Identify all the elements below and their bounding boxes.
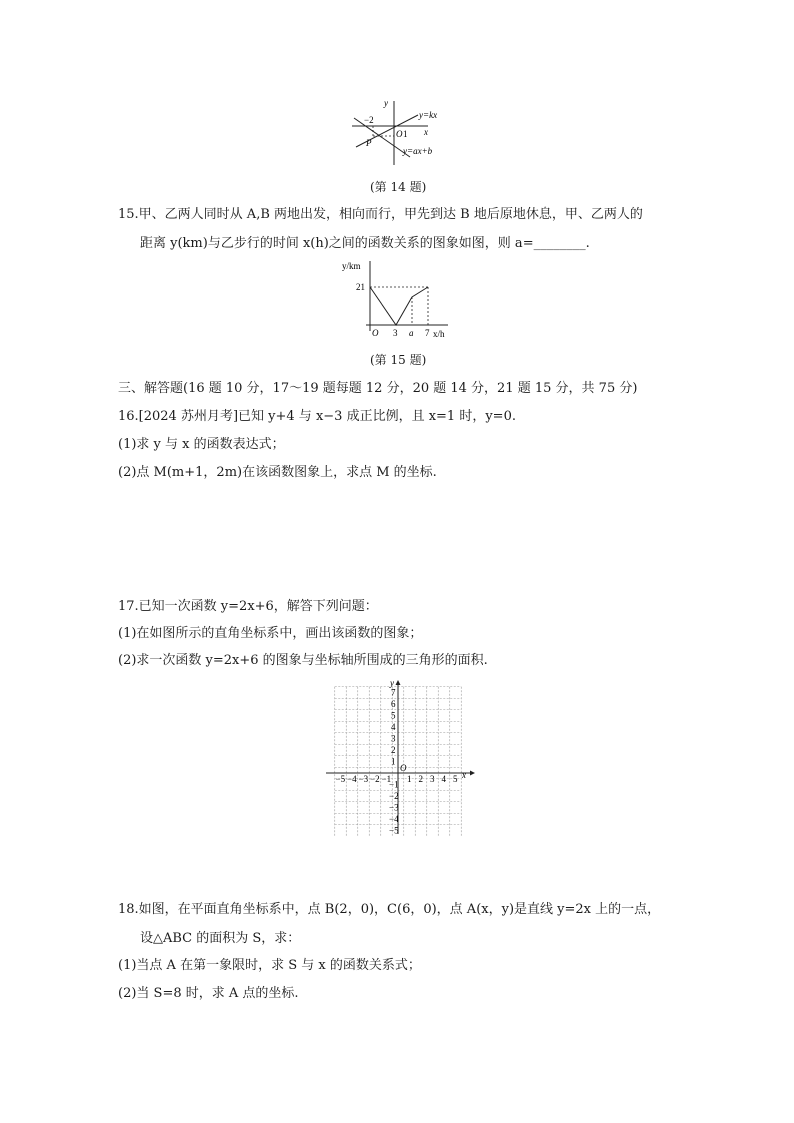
q18-stem-line1: 18.如图，在平面直角坐标系中，点 B(2，0)，C(6，0)，点 A(x，y)是直线 y=2x 上的一点， [118, 902, 661, 917]
y-tick-label: 1 [391, 756, 396, 767]
q18-part1: (1)当点 A 在第一象限时，求 S 与 x 的函数关系式； [118, 958, 421, 973]
y-axis-arrow [396, 680, 401, 685]
y-tick-label: 3 [391, 733, 396, 744]
x-tick-label: 2 [418, 774, 423, 784]
x-axis-arrow [470, 771, 475, 776]
fig14-one: 1 [403, 129, 408, 139]
section-heading: 三、解答题(16 题 10 分，17～19 题每题 12 分，20 题 14 分，21 题 15 分，共 75 分) [118, 381, 638, 396]
q15-line2: 距离 y(km)与乙步行的时间 x(h)之间的函数关系的图象如图，则 a=________. [140, 236, 590, 251]
fig14-p: P [366, 138, 372, 148]
figure-15 [336, 255, 461, 345]
fig14-yaxb: y=ax+b [403, 146, 433, 156]
q18-stem-line2: 设△ABC 的面积为 S，求： [140, 931, 301, 946]
fig15-a: a [409, 328, 414, 338]
y-tick-label: −4 [389, 814, 399, 824]
fig14-ykx: y=kx [419, 110, 438, 120]
y-tick-label: 7 [391, 687, 396, 698]
fig14-minus2: −2 [364, 115, 374, 125]
x-tick-label: 5 [453, 774, 458, 784]
fig15-7: 7 [425, 328, 430, 338]
q15-line1: 15.甲、乙两人同时从 A,B 两地出发，相向而行，甲先到达 B 地后原地休息，甲、乙两人的 [118, 207, 643, 222]
q17-part2: (2)求一次函数 y=2x+6 的图象与坐标轴所围成的三角形的面积. [118, 653, 488, 668]
q17-stem: 17.已知一次函数 y=2x+6，解答下列问题： [118, 599, 378, 614]
fig14-x-label: x [424, 127, 428, 137]
x-tick-label: −5 [335, 774, 346, 784]
y-tick-label: 5 [391, 710, 396, 721]
y-tick-label: 6 [391, 699, 396, 709]
fig14-origin: O [396, 129, 403, 139]
coordinate-grid[interactable] [320, 676, 480, 836]
fig15-o: O [372, 328, 379, 338]
fig14-caption: (第 14 题) [370, 180, 427, 194]
y-tick-label: 2 [391, 745, 396, 755]
x-tick-label: −1 [381, 774, 392, 784]
q18-part2: (2)当 S=8 时，求 A 点的坐标. [118, 986, 299, 1001]
figure-14 [340, 95, 460, 165]
fig15-y-label: y/km [342, 261, 361, 271]
x-tick-label: 3 [430, 774, 435, 784]
x-tick-label: 4 [441, 774, 446, 784]
fig15-21: 21 [356, 282, 365, 292]
q16-part1: (1)求 y 与 x 的函数表达式； [118, 437, 285, 452]
x-axis-label: x [462, 770, 466, 780]
q17-part1: (1)在如图所示的直角坐标系中，画出该函数的图象； [118, 626, 423, 641]
y-tick-label: −1 [389, 779, 399, 790]
fig15-3: 3 [393, 328, 398, 338]
fig15-caption: (第 15 题) [370, 353, 427, 367]
y-tick-label: −3 [389, 802, 399, 813]
fig15-x-label: x/h [433, 329, 445, 339]
y-tick-label: −5 [389, 825, 399, 836]
y-tick-label: 4 [391, 722, 396, 732]
q16-part2: (2)点 M(m+1，2m)在该函数图象上，求点 M 的坐标. [118, 465, 437, 480]
q16-stem: 16.[2024 苏州月考]已知 y+4 与 x−3 成正比例，且 x=1 时，y=0. [118, 409, 516, 424]
origin-label: O [400, 763, 407, 773]
x-tick-label: 1 [407, 774, 412, 784]
x-tick-label: −3 [358, 774, 369, 784]
y-axis-label: y [390, 678, 394, 688]
y-tick-label: −2 [389, 791, 399, 801]
fig15-graph [370, 287, 428, 325]
x-tick-label: −4 [347, 774, 357, 784]
x-tick-label: −2 [370, 774, 380, 784]
fig14-y-label: y [384, 98, 388, 108]
